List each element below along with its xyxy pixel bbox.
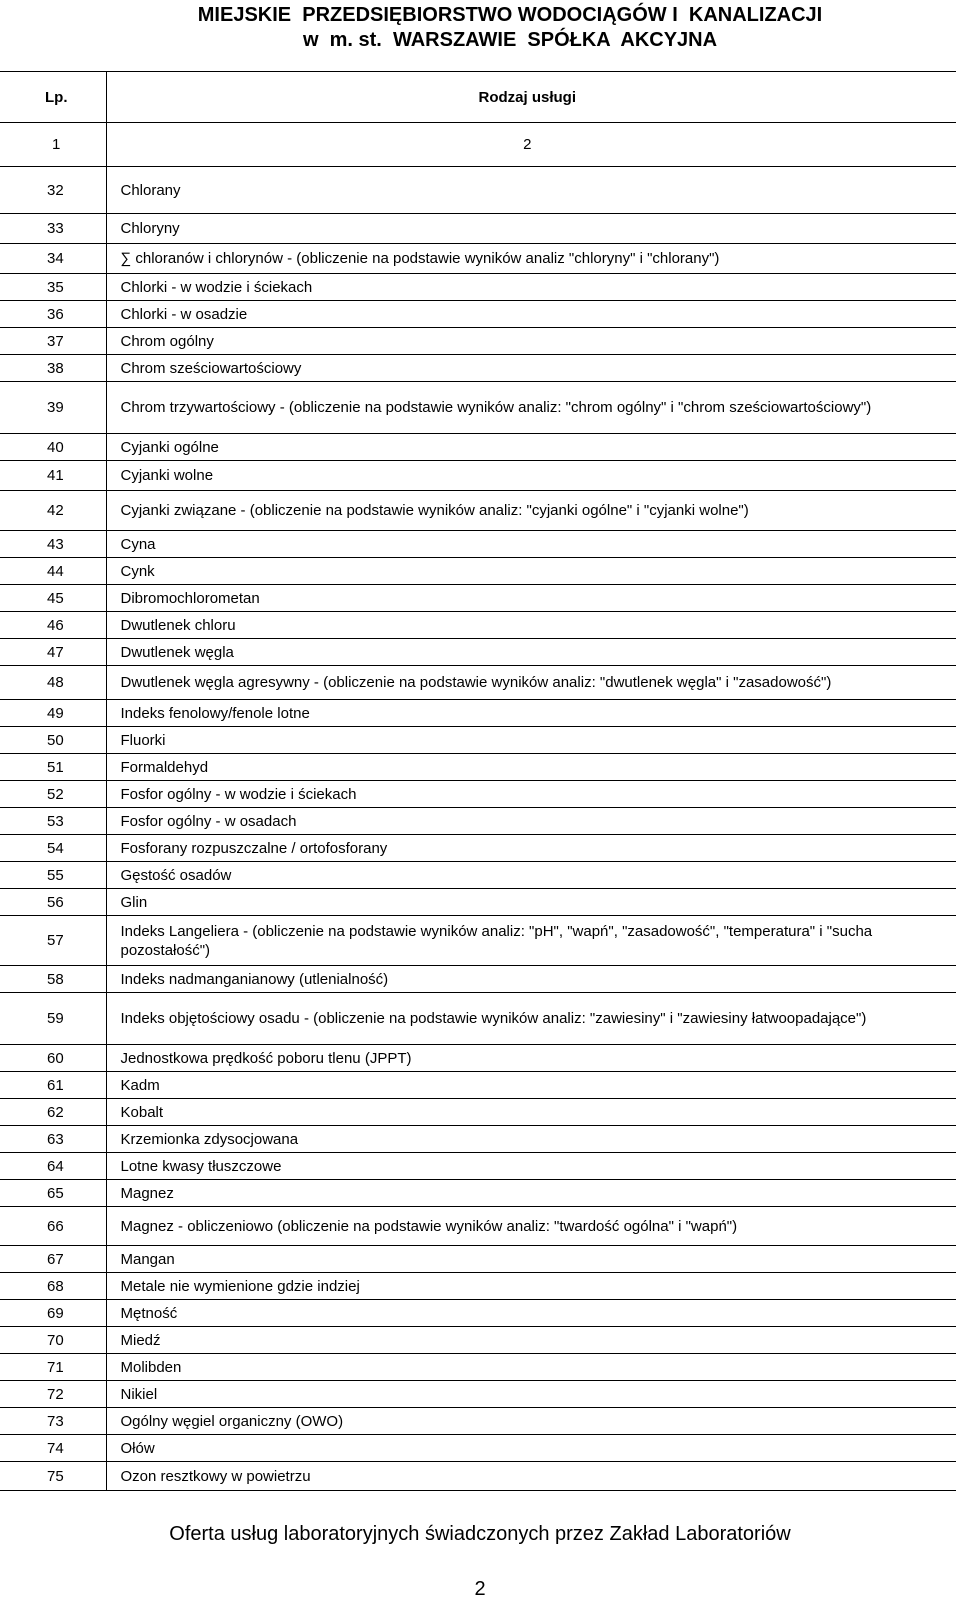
row-number: 72 [0, 1381, 106, 1408]
title-line-2: w m. st. WARSZAWIE SPÓŁKA AKCYJNA [302, 29, 718, 51]
table-row [0, 666, 956, 700]
table-row [0, 1354, 956, 1381]
row-number: 64 [0, 1153, 106, 1180]
row-number: 33 [0, 214, 106, 244]
row-number: 74 [0, 1435, 106, 1462]
table-row [0, 966, 956, 993]
service-name: Cynk [106, 558, 956, 585]
table-row [0, 916, 956, 966]
column-number-row [0, 123, 956, 167]
row-number: 37 [0, 328, 106, 355]
table-row [0, 1381, 956, 1408]
row-number: 56 [0, 889, 106, 916]
table-row [0, 328, 956, 355]
table-row [0, 301, 956, 328]
table-row [0, 461, 956, 491]
table-row [0, 382, 956, 434]
service-name: Fluorki [106, 727, 956, 754]
table-row [0, 993, 956, 1045]
service-name: Krzemionka zdysocjowana [106, 1126, 956, 1153]
table-row [0, 1435, 956, 1462]
service-name: Kadm [106, 1072, 956, 1099]
row-number: 73 [0, 1408, 106, 1435]
row-number: 35 [0, 274, 106, 301]
service-name: Indeks nadmanganianowy (utlenialność) [106, 966, 956, 993]
table-row [0, 531, 956, 558]
service-name: ∑ chloranów i chlorynów - (obliczenie na podstawie wyników analiz "chloryny" i "chlorany") [106, 244, 956, 274]
row-number: 59 [0, 993, 106, 1045]
footer-text: Oferta usług laboratoryjnych świadczonych przez Zakład Laboratoriów [169, 1523, 791, 1545]
table-row [0, 1099, 956, 1126]
row-number: 51 [0, 754, 106, 781]
row-number: 45 [0, 585, 106, 612]
table-row [0, 491, 956, 531]
row-number: 54 [0, 835, 106, 862]
service-name: Miedź [106, 1327, 956, 1354]
table-row [0, 781, 956, 808]
table-row [0, 889, 956, 916]
service-name: Cyjanki ogólne [106, 434, 956, 461]
row-number: 43 [0, 531, 106, 558]
table-row [0, 639, 956, 666]
row-number: 65 [0, 1180, 106, 1207]
column-number-lp: 1 [0, 123, 106, 167]
service-name: Dwutlenek węgla agresywny - (obliczenie na podstawie wyników analiz: "dwutlenek węgla" i "zasadowość") [106, 666, 956, 700]
row-number: 41 [0, 461, 106, 491]
table-row [0, 1273, 956, 1300]
table-header-row [0, 72, 956, 123]
title-line-1: MIEJSKIE PRZEDSIĘBIORSTWO WODOCIĄGÓW I KANALIZACJI [197, 4, 823, 26]
row-number: 58 [0, 966, 106, 993]
page-number: 2 [474, 1578, 486, 1600]
table-row [0, 808, 956, 835]
table-row [0, 1462, 956, 1491]
table-row [0, 862, 956, 889]
table-row [0, 558, 956, 585]
row-number: 67 [0, 1246, 106, 1273]
table-row [0, 585, 956, 612]
table-row [0, 700, 956, 727]
service-name: Chrom ogólny [106, 328, 956, 355]
table-row [0, 1126, 956, 1153]
service-name: Dibromochlorometan [106, 585, 956, 612]
service-name: Indeks objętościowy osadu - (obliczenie na podstawie wyników analiz: "zawiesiny" i "zawiesiny łatwoopadające") [106, 993, 956, 1045]
table-row [0, 727, 956, 754]
service-name: Mangan [106, 1246, 956, 1273]
service-name: Indeks fenolowy/fenole lotne [106, 700, 956, 727]
row-number: 61 [0, 1072, 106, 1099]
table-row [0, 434, 956, 461]
row-number: 75 [0, 1462, 106, 1491]
service-name: Ogólny węgiel organiczny (OWO) [106, 1408, 956, 1435]
service-name: Chloryny [106, 214, 956, 244]
row-number: 70 [0, 1327, 106, 1354]
row-number: 66 [0, 1207, 106, 1246]
row-number: 69 [0, 1300, 106, 1327]
service-name: Dwutlenek chloru [106, 612, 956, 639]
service-name: Chrom sześciowartościowy [106, 355, 956, 382]
services-table [0, 71, 956, 1491]
service-name: Glin [106, 889, 956, 916]
service-name: Lotne kwasy tłuszczowe [106, 1153, 956, 1180]
service-name: Kobalt [106, 1099, 956, 1126]
service-name: Fosfor ogólny - w osadach [106, 808, 956, 835]
document-title [170, 3, 850, 53]
row-number: 48 [0, 666, 106, 700]
service-name: Cyjanki wolne [106, 461, 956, 491]
service-name: Chlorki - w osadzie [106, 301, 956, 328]
row-number: 42 [0, 491, 106, 531]
service-name: Molibden [106, 1354, 956, 1381]
row-number: 63 [0, 1126, 106, 1153]
row-number: 55 [0, 862, 106, 889]
row-number: 39 [0, 382, 106, 434]
service-name: Cyjanki związane - (obliczenie na podstawie wyników analiz: "cyjanki ogólne" i "cyjanki wolne") [106, 491, 956, 531]
service-name: Cyna [106, 531, 956, 558]
service-name: Nikiel [106, 1381, 956, 1408]
service-name: Chlorki - w wodzie i ściekach [106, 274, 956, 301]
table-row [0, 214, 956, 244]
row-number: 60 [0, 1045, 106, 1072]
column-number-service: 2 [106, 123, 956, 167]
row-number: 34 [0, 244, 106, 274]
table-row [0, 754, 956, 781]
row-number: 49 [0, 700, 106, 727]
table-row [0, 1072, 956, 1099]
service-name: Fosfor ogólny - w wodzie i ściekach [106, 781, 956, 808]
table-row [0, 1207, 956, 1246]
table-row [0, 1300, 956, 1327]
row-number: 62 [0, 1099, 106, 1126]
service-name: Fosforany rozpuszczalne / ortofosforany [106, 835, 956, 862]
service-name: Metale nie wymienione gdzie indziej [106, 1273, 956, 1300]
table-row [0, 835, 956, 862]
service-name: Ozon resztkowy w powietrzu [106, 1462, 956, 1491]
service-name: Chlorany [106, 167, 956, 214]
row-number: 52 [0, 781, 106, 808]
table-row [0, 1246, 956, 1273]
service-name: Ołów [106, 1435, 956, 1462]
service-name: Formaldehyd [106, 754, 956, 781]
service-name: Magnez [106, 1180, 956, 1207]
service-name: Dwutlenek węgla [106, 639, 956, 666]
row-number: 47 [0, 639, 106, 666]
table-row [0, 244, 956, 274]
service-name: Chrom trzywartościowy - (obliczenie na podstawie wyników analiz: "chrom ogólny" i "chrom sześciowartościowy") [106, 382, 956, 434]
table-row [0, 1327, 956, 1354]
table-row [0, 167, 956, 214]
row-number: 40 [0, 434, 106, 461]
row-number: 57 [0, 916, 106, 966]
row-number: 71 [0, 1354, 106, 1381]
service-name: Gęstość osadów [106, 862, 956, 889]
table-row [0, 612, 956, 639]
row-number: 53 [0, 808, 106, 835]
service-name: Mętność [106, 1300, 956, 1327]
row-number: 36 [0, 301, 106, 328]
row-number: 44 [0, 558, 106, 585]
service-name: Indeks Langeliera - (obliczenie na podstawie wyników analiz: "pH", "wapń", "zasadowość", "temperatura" i "sucha pozostałość") [106, 916, 956, 966]
service-name: Magnez - obliczeniowo (obliczenie na podstawie wyników analiz: "twardość ogólna" i "wapń") [106, 1207, 956, 1246]
row-number: 68 [0, 1273, 106, 1300]
row-number: 50 [0, 727, 106, 754]
row-number: 38 [0, 355, 106, 382]
row-number: 32 [0, 167, 106, 214]
table-row [0, 1408, 956, 1435]
table-row [0, 1180, 956, 1207]
table-row [0, 1153, 956, 1180]
table-row [0, 1045, 956, 1072]
table-row [0, 355, 956, 382]
column-header-service: Rodzaj usługi [106, 72, 956, 123]
row-number: 46 [0, 612, 106, 639]
service-name: Jednostkowa prędkość poboru tlenu (JPPT) [106, 1045, 956, 1072]
table-row [0, 274, 956, 301]
column-header-lp: Lp. [0, 72, 106, 123]
